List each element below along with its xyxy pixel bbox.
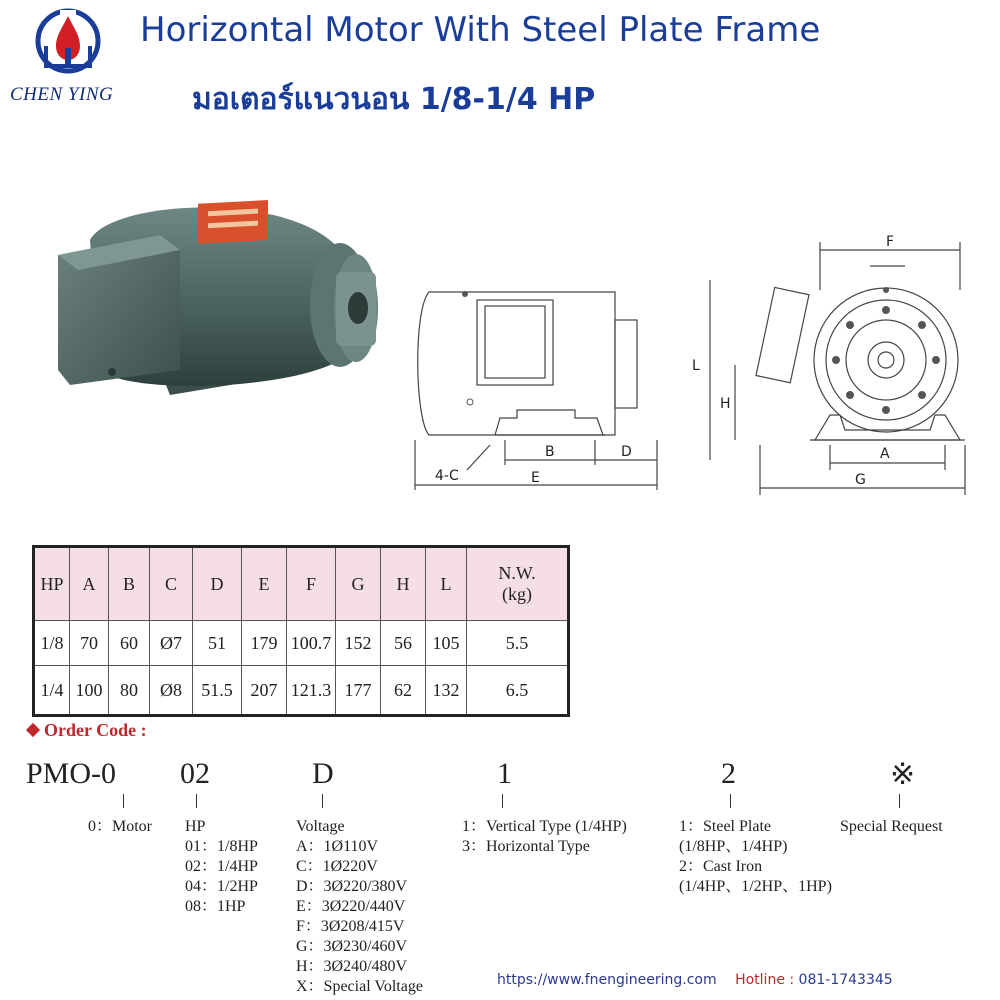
col-header-l: L bbox=[426, 547, 467, 621]
hotline-label: Hotline : bbox=[735, 972, 795, 988]
dim-label-h: H bbox=[720, 396, 731, 412]
cell: 6.5 bbox=[467, 666, 569, 716]
order-code-label: Order Code : bbox=[44, 720, 147, 740]
table-row bbox=[34, 666, 569, 716]
dim-label-l: L bbox=[692, 358, 700, 374]
cell: Ø7 bbox=[150, 621, 193, 666]
col-header-g: G bbox=[336, 547, 381, 621]
frame-options bbox=[679, 817, 832, 897]
col-header-a: A bbox=[70, 547, 109, 621]
motor-code-desc: 0：Motor bbox=[88, 818, 153, 835]
order-code-heading bbox=[28, 720, 147, 741]
cell: 100 bbox=[70, 666, 109, 716]
list-item: E：3Ø220/440V bbox=[296, 898, 406, 915]
code-part-type: 1 bbox=[497, 757, 512, 790]
diamond-bullet-icon bbox=[26, 723, 40, 737]
cell: 1/4 bbox=[34, 666, 70, 716]
cell: 100.7 bbox=[287, 621, 336, 666]
cell: 179 bbox=[242, 621, 287, 666]
col-header-d: D bbox=[193, 547, 242, 621]
dimension-table bbox=[32, 545, 570, 717]
page-subtitle-thai: มอเตอร์แนวนอน 1/8-1/4 HP bbox=[192, 82, 596, 117]
dim-label-b: B bbox=[545, 444, 555, 460]
list-item: 1：Steel Plate bbox=[679, 818, 771, 835]
side-view-drawing bbox=[405, 270, 670, 500]
code-tick bbox=[502, 794, 503, 808]
list-item: X：Special Voltage bbox=[296, 978, 423, 995]
list-item: D：3Ø220/380V bbox=[296, 878, 408, 895]
dim-label-d: D bbox=[621, 444, 632, 460]
dim-label-c: 4-C bbox=[435, 468, 459, 484]
col-header-c: C bbox=[150, 547, 193, 621]
special-request-desc: Special Request bbox=[840, 818, 943, 835]
list-item: C：1Ø220V bbox=[296, 858, 378, 875]
code-tick bbox=[196, 794, 197, 808]
list-item: G：3Ø230/460V bbox=[296, 938, 408, 955]
cell: 177 bbox=[336, 666, 381, 716]
col-header-e: E bbox=[242, 547, 287, 621]
code-tick bbox=[322, 794, 323, 808]
list-item: 04：1/2HP bbox=[185, 878, 258, 895]
type-options bbox=[462, 817, 627, 857]
cell: 132 bbox=[426, 666, 467, 716]
cell: 51.5 bbox=[193, 666, 242, 716]
col-header-nw bbox=[467, 547, 569, 621]
hp-options bbox=[185, 817, 258, 917]
list-item: 2：Cast Iron bbox=[679, 858, 763, 875]
code-tick bbox=[123, 794, 124, 808]
cell: 105 bbox=[426, 621, 467, 666]
voltage-options bbox=[296, 817, 423, 997]
col-header-hp: HP bbox=[34, 547, 70, 621]
list-item: 01：1/8HP bbox=[185, 838, 258, 855]
cell: 70 bbox=[70, 621, 109, 666]
col-header-f: F bbox=[287, 547, 336, 621]
code-part-prefix: PMO-0 bbox=[26, 757, 117, 790]
cell: 51 bbox=[193, 621, 242, 666]
code-tick bbox=[899, 794, 900, 808]
cell: 5.5 bbox=[467, 621, 569, 666]
table-header-row bbox=[34, 547, 569, 621]
dim-label-f: F bbox=[886, 234, 895, 250]
col-header-b: B bbox=[109, 547, 150, 621]
nw-label: N.W. bbox=[498, 563, 536, 583]
list-item: F：3Ø208/415V bbox=[296, 918, 405, 935]
code-part-hp: 02 bbox=[180, 757, 210, 790]
code-part-frame: 2 bbox=[721, 757, 736, 790]
dim-label-g: G bbox=[855, 472, 866, 488]
website-link[interactable]: https://www.fnengineering.com bbox=[497, 972, 717, 988]
footer bbox=[497, 972, 893, 988]
code-part-special: ※ bbox=[890, 758, 916, 791]
dim-label-a: A bbox=[880, 446, 890, 462]
voltage-title: Voltage bbox=[296, 818, 345, 835]
dim-label-e: E bbox=[531, 470, 540, 486]
front-view-drawing bbox=[690, 230, 980, 500]
motor-photo bbox=[40, 180, 390, 440]
nw-unit: (kg) bbox=[502, 584, 532, 604]
list-item: (1/4HP、1/2HP、1HP) bbox=[679, 878, 832, 895]
list-item: (1/8HP、1/4HP) bbox=[679, 838, 788, 855]
cell: 121.3 bbox=[287, 666, 336, 716]
hp-title: HP bbox=[185, 818, 206, 835]
cell: 60 bbox=[109, 621, 150, 666]
chen-ying-logo bbox=[32, 8, 104, 74]
cell: 152 bbox=[336, 621, 381, 666]
page-title: Horizontal Motor With Steel Plate Frame bbox=[140, 10, 821, 50]
list-item: A：1Ø110V bbox=[296, 838, 379, 855]
cell: 80 bbox=[109, 666, 150, 716]
table-row bbox=[34, 621, 569, 666]
brand-name: CHEN YING bbox=[10, 84, 114, 105]
cell: 207 bbox=[242, 666, 287, 716]
list-item: 08：1HP bbox=[185, 898, 246, 915]
list-item: 1：Vertical Type (1/4HP) bbox=[462, 818, 627, 835]
list-item: 3：Horizontal Type bbox=[462, 838, 590, 855]
code-tick bbox=[730, 794, 731, 808]
cell: 62 bbox=[381, 666, 426, 716]
cell: 56 bbox=[381, 621, 426, 666]
cell: Ø8 bbox=[150, 666, 193, 716]
list-item: 02：1/4HP bbox=[185, 858, 258, 875]
col-header-h: H bbox=[381, 547, 426, 621]
cell: 1/8 bbox=[34, 621, 70, 666]
list-item: H：3Ø240/480V bbox=[296, 958, 408, 975]
code-part-voltage: D bbox=[312, 757, 334, 790]
hotline-number[interactable]: 081-1743345 bbox=[798, 972, 893, 988]
